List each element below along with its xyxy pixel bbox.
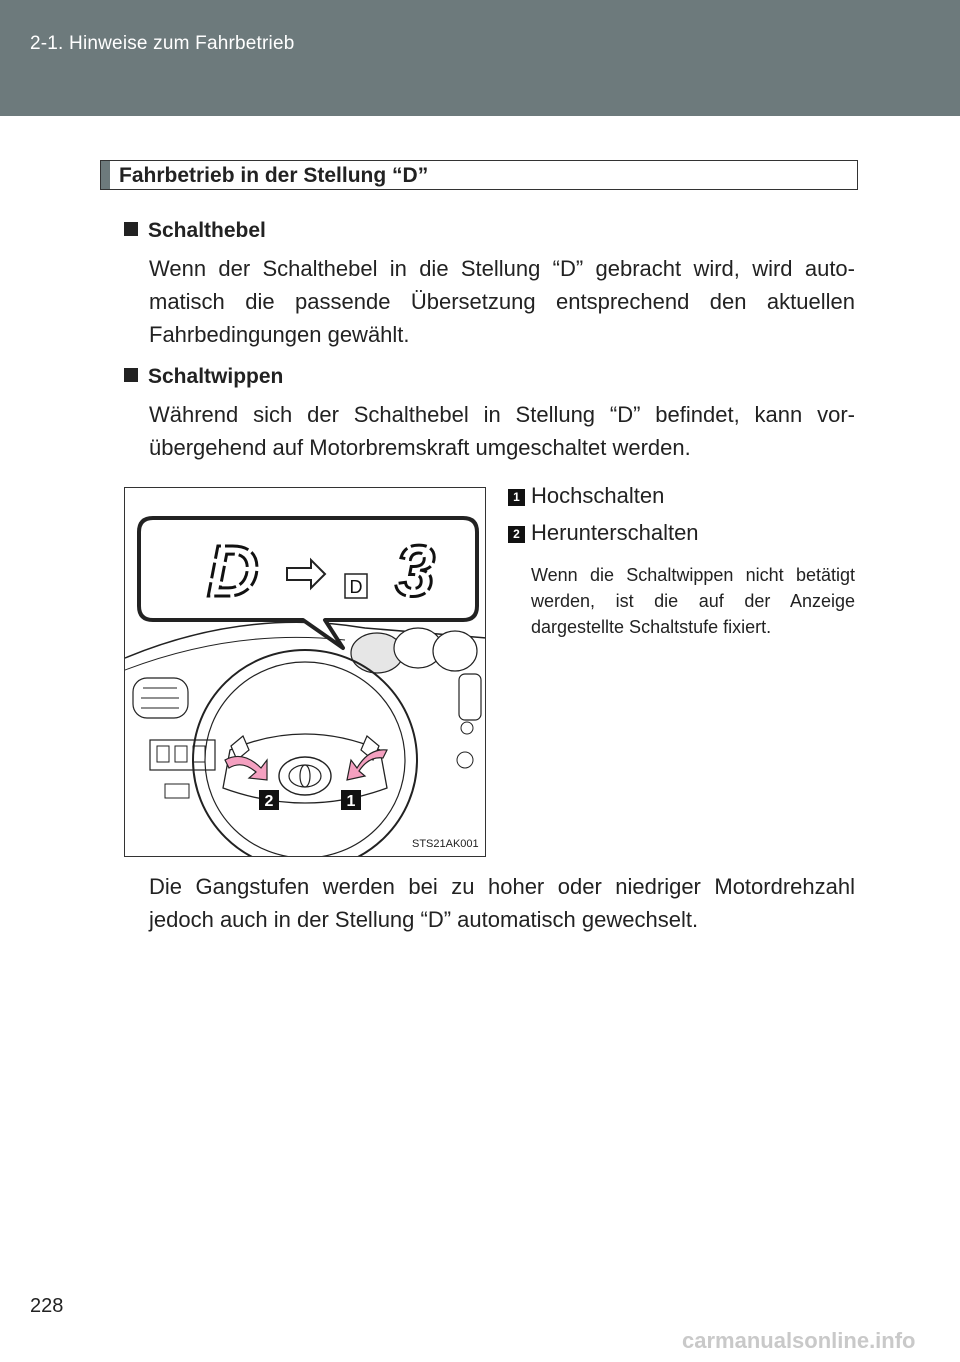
callout-2-label: 2 [264,793,274,810]
square-bullet-icon [124,222,138,236]
steering-wheel-drawing [125,488,486,857]
callout-1-label: 1 [346,793,356,810]
legend-item-2-label: Herunterschalten [531,520,699,545]
steering-wheel-illustration [124,487,486,857]
watermark: carmanualsonline.info [682,1328,916,1353]
display-mode-badge: D [349,577,363,597]
heading-schalthebel [124,219,266,243]
number-1-icon: 1 [508,489,525,506]
heading-schalthebel-text: Schalthebel [148,219,266,242]
display-gear-to: 3 [395,532,436,612]
display-gear-from: D [207,532,259,612]
note-text: Wenn die Schaltwippen nicht betätigt werden, ist die auf der Anzeige dargestellte Schaltstufe fixiert. [531,565,855,637]
heading-schaltwippen [124,365,283,389]
heading-schaltwippen-text: Schaltwippen [148,365,284,388]
paragraph-closing: Die Gangstufen werden bei zu hoher oder niedriger Motordrehzahl jedoch auch in der Stellung “D” automatisch gewechselt. [149,874,855,932]
page-number: 228 [30,1295,64,1317]
paragraph-schaltwippen: Während sich der Schalthebel in Stellung “D” befindet, kann vor-übergehend auf Motorbremskraft umgeschaltet werden. [149,402,855,460]
page-header [0,0,960,116]
chapter-title: 2-1. Hinweise zum Fahrbetrieb [30,33,295,54]
legend-item-2 [508,520,699,546]
square-bullet-icon [124,368,138,382]
section-title: Fahrbetrieb in der Stellung “D” [119,164,429,187]
legend-item-1-label: Hochschalten [531,483,665,508]
section-title-box [100,160,858,190]
figure-code: STS21AK001 [412,838,479,850]
legend-item-1 [508,483,664,509]
paragraph-schalthebel: Wenn der Schalthebel in die Stellung “D” gebracht wird, wird auto-matisch die passende Übersetzung entsprechend den aktuellen Fahrbedingungen gewählt. [149,256,855,347]
number-2-icon: 2 [508,526,525,543]
section-title-bar [101,161,110,189]
